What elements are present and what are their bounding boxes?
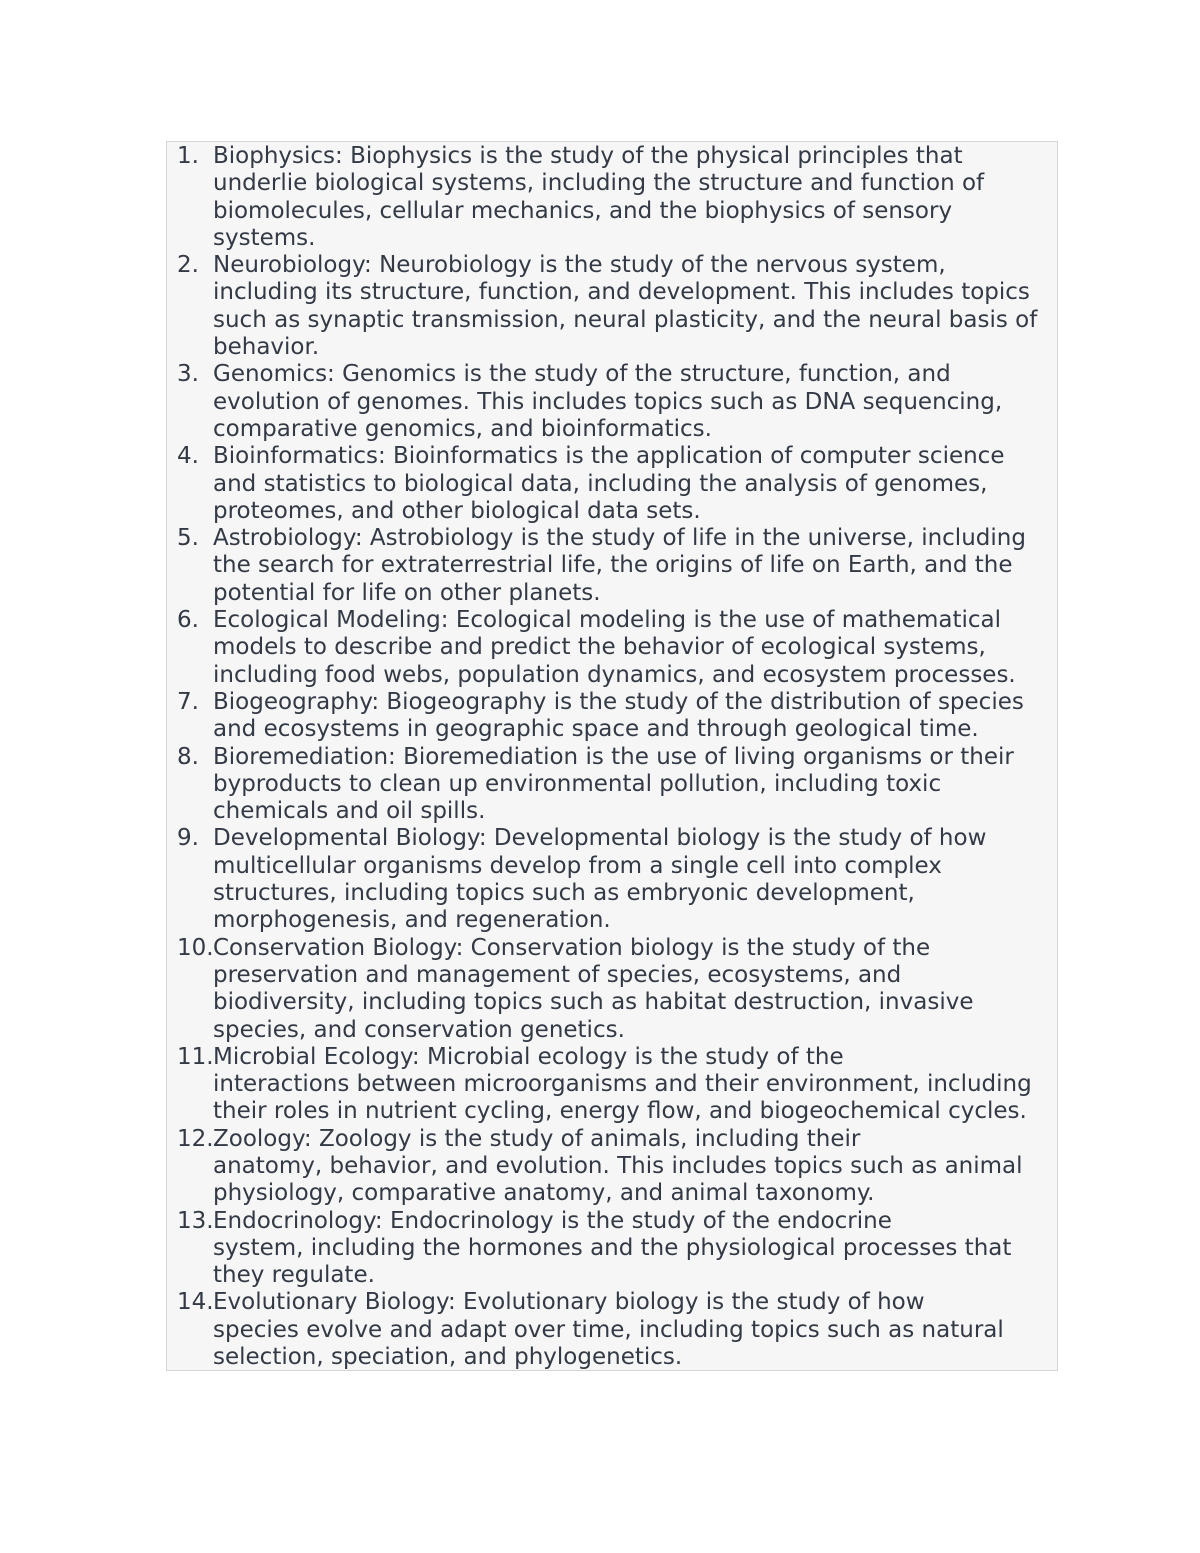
list-number: 12.: [177, 1125, 214, 1152]
list-number: 9.: [177, 825, 199, 852]
list-number: 5.: [177, 525, 199, 552]
list-item: [177, 1289, 1058, 1371]
list-text-line: behavior.: [213, 334, 320, 361]
list-text-line: selection, speciation, and phylogenetics.: [213, 1344, 683, 1371]
list-text-line: byproducts to clean up environmental pollution, including toxic: [213, 770, 942, 797]
list-number: 4.: [177, 443, 199, 470]
list-text-line: anatomy, behavior, and evolution. This includes topics such as animal: [213, 1152, 1023, 1179]
list-text-line: Biophysics: Biophysics is the study of the physical principles that: [213, 143, 963, 169]
list-text-line: physiology, comparative anatomy, and animal taxonomy.: [213, 1180, 875, 1207]
list-text-line: Evolutionary Biology: Evolutionary biology is the study of how: [213, 1289, 925, 1316]
list-item: [177, 443, 1058, 525]
list-text-line: their roles in nutrient cycling, energy flow, and biogeochemical cycles.: [213, 1098, 1027, 1125]
list-text-line: models to describe and predict the behavior of ecological systems,: [213, 634, 986, 661]
list-number: 1.: [177, 143, 199, 169]
list-text-line: potential for life on other planets.: [213, 579, 601, 606]
list-text-line: they regulate.: [213, 1262, 375, 1289]
list-text-line: species evolve and adapt over time, including topics such as natural: [213, 1316, 1004, 1343]
list-text-line: preservation and management of species, ecosystems, and: [213, 961, 902, 988]
list-text-line: evolution of genomes. This includes topics such as DNA sequencing,: [213, 388, 1003, 415]
list-text-line: Bioinformatics: Bioinformatics is the application of computer science: [213, 443, 1005, 470]
list-number: 6.: [177, 607, 199, 634]
list-number: 8.: [177, 743, 199, 770]
list-text-line: proteomes, and other biological data sets.: [213, 497, 701, 524]
list-text-line: species, and conservation genetics.: [213, 1016, 625, 1043]
list-text-line: Microbial Ecology: Microbial ecology is the study of the: [213, 1043, 844, 1070]
list-number: 11.: [177, 1043, 214, 1070]
list-text-line: structures, including topics such as embryonic development,: [213, 880, 915, 907]
list-text-line: multicellular organisms develop from a single cell into complex: [213, 852, 942, 879]
list-text-line: Zoology: Zoology is the study of animals, including their: [213, 1125, 861, 1152]
list-number: 2.: [177, 252, 199, 279]
list-text-line: chemicals and oil spills.: [213, 798, 486, 825]
list-item: [177, 143, 1058, 252]
list-text-line: including food webs, population dynamics, and ecosystem processes.: [213, 661, 1016, 688]
list-text-line: Bioremediation: Bioremediation is the use of living organisms or their: [213, 743, 1014, 770]
list-number: 10.: [177, 934, 214, 961]
list-text-line: Conservation Biology: Conservation biology is the study of the: [213, 934, 931, 961]
topic-list: [177, 143, 1058, 1371]
list-number: 7.: [177, 688, 199, 715]
list-text-line: Astrobiology: Astrobiology is the study of life in the universe, including: [213, 525, 1026, 552]
list-item: [177, 1126, 1058, 1208]
list-item: [177, 1044, 1058, 1126]
list-item: [177, 525, 1058, 607]
list-item: [177, 825, 1058, 934]
list-text-line: Biogeography: Biogeography is the study of the distribution of species: [213, 688, 1024, 715]
list-text-line: and statistics to biological data, including the analysis of genomes,: [213, 470, 988, 497]
list-text-line: the search for extraterrestrial life, the origins of life on Earth, and the: [213, 552, 1013, 579]
list-text-line: comparative genomics, and bioinformatics.: [213, 415, 712, 442]
list-text-line: interactions between microorganisms and their environment, including: [213, 1071, 1032, 1098]
list-item: [177, 689, 1058, 744]
list-text-line: underlie biological systems, including the structure and function of: [213, 170, 985, 197]
list-text-line: Neurobiology: Neurobiology is the study of the nervous system,: [213, 252, 946, 279]
list-text-line: Developmental Biology: Developmental biology is the study of how: [213, 825, 987, 852]
list-text-line: morphogenesis, and regeneration.: [213, 907, 611, 934]
list-text-line: Ecological Modeling: Ecological modeling is the use of mathematical: [213, 607, 1001, 634]
list-item: [177, 361, 1058, 443]
document-text-box: [166, 141, 1058, 1371]
list-item: [177, 1208, 1058, 1290]
list-text-line: system, including the hormones and the physiological processes that: [213, 1234, 1012, 1261]
list-text-line: biomolecules, cellular mechanics, and the biophysics of sensory: [213, 197, 953, 224]
list-number: 3.: [177, 361, 199, 388]
list-text-line: Genomics: Genomics is the study of the structure, function, and: [213, 361, 951, 388]
list-item: [177, 935, 1058, 1044]
list-text-line: systems.: [213, 224, 316, 251]
list-item: [177, 252, 1058, 361]
list-item: [177, 744, 1058, 826]
list-item: [177, 607, 1058, 689]
list-text-line: including its structure, function, and development. This includes topics: [213, 279, 1030, 306]
list-text-line: such as synaptic transmission, neural plasticity, and the neural basis of: [213, 306, 1038, 333]
list-number: 14.: [177, 1289, 214, 1316]
list-text-line: Endocrinology: Endocrinology is the study of the endocrine: [213, 1207, 892, 1234]
list-text-line: biodiversity, including topics such as habitat destruction, invasive: [213, 989, 974, 1016]
list-number: 13.: [177, 1207, 214, 1234]
list-text-line: and ecosystems in geographic space and through geological time.: [213, 716, 979, 743]
